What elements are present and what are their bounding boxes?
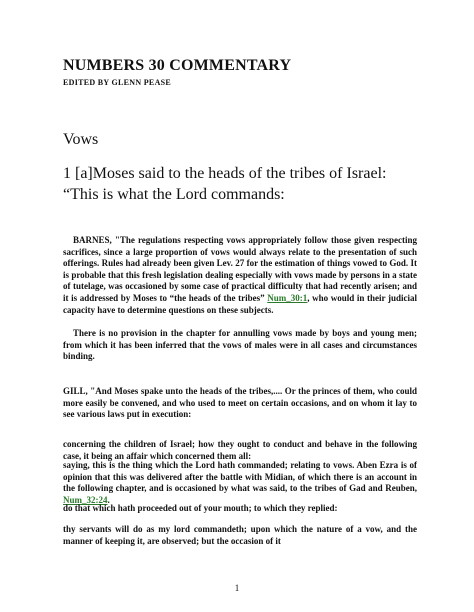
- document-subtitle: EDITED BY GLENN PEASE: [63, 78, 172, 87]
- gill-paragraph-3: [63, 460, 417, 506]
- document-title: NUMBERS 30 COMMENTARY: [63, 57, 292, 74]
- gill-paragraph-2: concerning the children of Israel; how they ought to conduct and behave in the following case, it being an affair which concerned them all:: [63, 439, 417, 461]
- barnes-paragraph-2: There is no provision in the chapter for annulling vows made by boys and young men; from which it has been inferred that the vows of males were in all cases and circumstances binding.: [63, 328, 417, 362]
- gill-paragraph-4: do that which hath proceeded out of your mouth; to which they replied:: [63, 503, 338, 513]
- barnes-scripture-link[interactable]: Num_30:1: [267, 292, 308, 303]
- gill-paragraph-5: thy servants will do as my lord commandeth; upon which the nature of a vow, and the manner of keeping it, are observed; but the occasion of it: [63, 524, 417, 546]
- barnes-paragraph: [63, 235, 417, 316]
- gill-scripture-link[interactable]: Num_32:24: [63, 494, 108, 505]
- page-number: 1: [234, 583, 240, 593]
- verse-line-1: 1 [a]Moses said to the heads of the tribes of Israel:: [63, 165, 387, 182]
- gill-text-3-end: .: [107, 494, 110, 505]
- gill-paragraph: GILL, "And Moses spake unto the heads of the tribes,.... Or the princes of them, who could more easily be convened, and who used to meet on certain occasions, and on whom it lay to see various laws put in execution:: [63, 386, 417, 420]
- gill-text-3: saying, this is the thing which the Lord hath commanded; relating to vows. Aben Ezra is of opinion that this was delivered after the battle with Midian, of which there is an account in the following chapter, and is occasioned by what was said, to the tribes of Gad and Reuben,: [63, 460, 417, 494]
- section-heading: Vows: [63, 131, 99, 148]
- verse-line-2: “This is what the Lord commands:: [63, 186, 285, 203]
- barnes-text-end: , who would in their judicial capacity have to determine questions on these subjects.: [63, 292, 418, 315]
- verse-heading: [63, 163, 433, 205]
- barnes-text: BARNES, "The regulations respecting vows appropriately follow those given respecting sacrifices, since a large proportion of vows would always relate to the presentation of such offerings. Rules had already been given Lev. 27 for the estimation of things vowed to God. It is probable that this fresh legislation dealing especially with vows made by persons in a state of tutelage, was occasioned by some case of practical difficulty that had recently arisen; and it is addressed by Moses to “the heads of the tribes”: [63, 235, 417, 303]
